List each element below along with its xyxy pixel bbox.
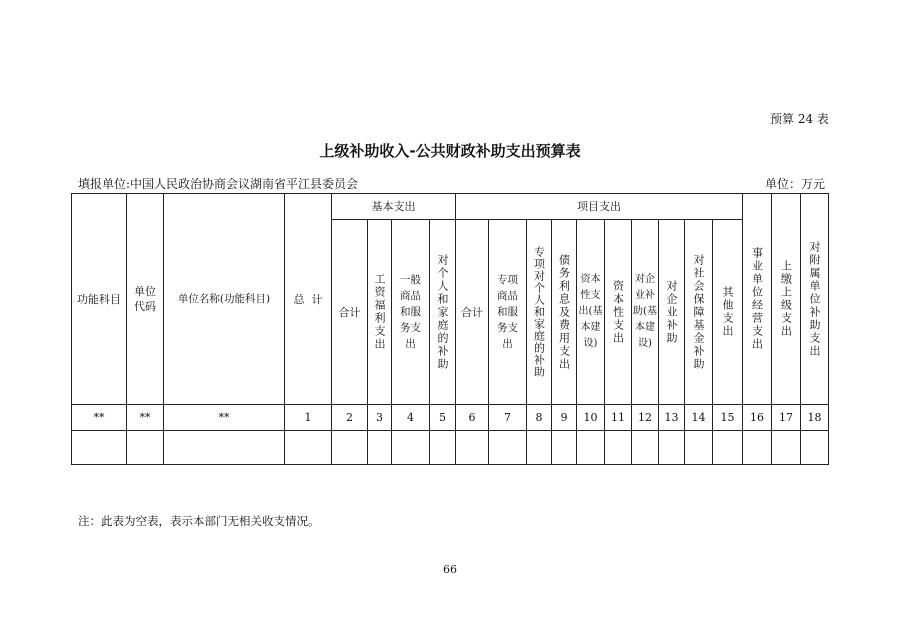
- col-project-total: 合计: [461, 305, 483, 319]
- col-func-subject: 功能科目: [77, 292, 121, 306]
- index-cell: 6: [468, 411, 476, 424]
- index-cell: 11: [611, 411, 625, 424]
- col-basic-goods: 一般 商品 和服 务支 出: [400, 274, 421, 350]
- col-total: 总 计: [293, 292, 323, 306]
- index-cell: **: [218, 411, 230, 424]
- col-upper-expense: 上缴上级支出: [779, 260, 793, 338]
- page-number: 66: [443, 563, 457, 576]
- group-basic-expense: 基本支出: [371, 200, 416, 213]
- table-number: 预算 24 表: [770, 112, 829, 126]
- col-unit-code: 单位 代码: [134, 285, 156, 313]
- index-cell: 12: [638, 411, 652, 424]
- col-project-other: 其他支出: [721, 286, 734, 338]
- reporting-unit: 填报单位:中国人民政治协商会议湖南省平江县委员会: [78, 177, 359, 191]
- index-cell: 1: [304, 411, 312, 424]
- col-unit-name: 单位名称(功能科目): [177, 292, 271, 305]
- col-project-capital-base: 资本 性支 出(基 本建 设): [578, 274, 603, 349]
- col-basic-total: 合计: [338, 305, 361, 319]
- col-project-enterprise-base: 对企 业补 助(基 本建 设): [633, 274, 657, 349]
- col-project-goods: 专项 商品 和服 务支 出: [497, 274, 518, 350]
- index-cell: 15: [720, 411, 735, 424]
- index-cell: 4: [407, 411, 414, 424]
- index-cell: 3: [376, 411, 383, 424]
- index-cell: 13: [664, 411, 679, 424]
- index-cell: 7: [504, 411, 511, 424]
- group-project-expense: 项目支出: [577, 200, 621, 213]
- col-business-expense: 事业单位经营支出: [750, 247, 764, 351]
- index-cell: **: [93, 411, 105, 424]
- footnote: 注：此表为空表，表示本部门无相关收支情况。: [78, 514, 320, 528]
- index-cell: 10: [583, 411, 598, 424]
- index-cell: 8: [535, 411, 543, 424]
- col-basic-salary: 工资福利支出: [373, 273, 386, 351]
- index-cell: 16: [750, 411, 764, 424]
- page-title: 上级补助收入-公共财政补助支出预算表: [319, 142, 581, 160]
- col-project-debt: 债务利息及费用支出: [557, 253, 571, 371]
- col-project-capital: 资本性支出: [611, 279, 625, 345]
- index-cell: 18: [807, 411, 822, 424]
- index-cell: **: [139, 411, 151, 424]
- currency-unit: 单位：万元: [765, 177, 826, 191]
- index-cell: 2: [346, 411, 353, 424]
- col-affiliated-subsidy: 对附属单位补助支出: [808, 240, 821, 358]
- index-cell: 5: [439, 411, 446, 424]
- index-cell: 14: [691, 411, 706, 424]
- col-project-enterprise: 对企业补助: [665, 279, 678, 345]
- col-project-social: 对社会保障基金补助: [692, 253, 705, 371]
- index-cell: 9: [560, 411, 568, 424]
- col-basic-personal: 对个人和家庭的补助: [436, 253, 449, 371]
- col-project-personal: 专项对个人和家庭的补助: [532, 246, 546, 378]
- index-cell: 17: [779, 411, 793, 424]
